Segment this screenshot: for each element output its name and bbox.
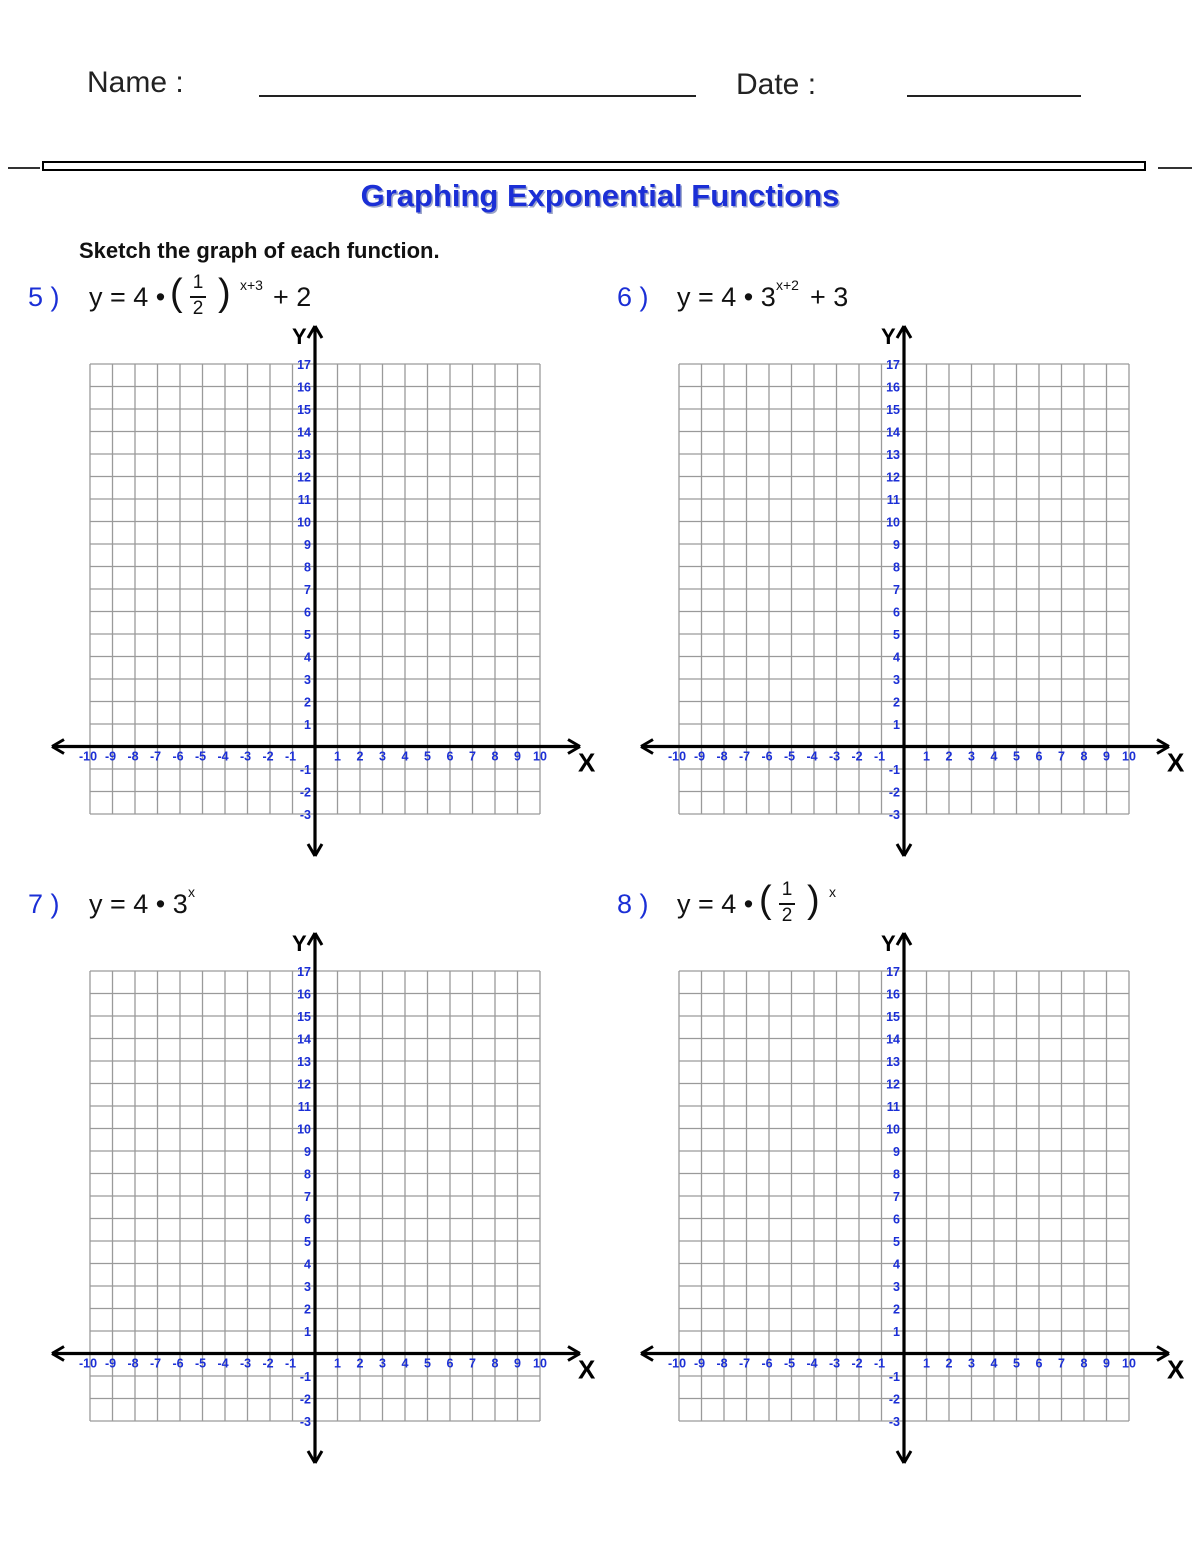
y-tick-label: 5 <box>304 628 311 642</box>
x-tick-label: -6 <box>172 1356 184 1371</box>
x-tick-label: -9 <box>104 749 117 764</box>
y-tick-label: 8 <box>304 560 311 575</box>
y-tick-label: 3 <box>893 1280 900 1294</box>
x-tick-label: 3 <box>968 749 975 764</box>
y-tick-label: 9 <box>893 1145 900 1159</box>
x-tick-label: -3 <box>239 1356 252 1371</box>
y-tick-label: 8 <box>893 1167 900 1182</box>
y-tick-label: 16 <box>297 987 311 1002</box>
x-tick-label: 4 <box>990 749 998 764</box>
x-tick-label: -1 <box>284 1356 297 1371</box>
x-tick-label: -10 <box>667 749 687 764</box>
y-tick-label: -3 <box>299 808 311 822</box>
y-tick-label: 8 <box>893 560 900 575</box>
problem-number: 8 ) <box>617 889 649 919</box>
y-tick-label: 4 <box>893 650 900 665</box>
y-tick-label: 13 <box>886 1055 900 1069</box>
x-tick-label: 6 <box>1035 1356 1043 1371</box>
equation-suffix: + 2 <box>273 282 312 312</box>
y-tick-label: -2 <box>888 785 900 800</box>
instructions: Sketch the graph of each function. <box>79 238 440 263</box>
x-tick-label: -8 <box>716 1356 728 1371</box>
y-tick-label: 11 <box>297 1100 311 1114</box>
x-tick-label: -5 <box>783 749 796 764</box>
x-tick-label: 7 <box>1058 749 1065 764</box>
x-tick-label: -3 <box>239 749 252 764</box>
open-paren: ( <box>759 879 772 921</box>
y-tick-label: 10 <box>297 515 311 530</box>
x-tick-label: 10 <box>1122 749 1136 764</box>
y-tick-label: 4 <box>893 1257 900 1272</box>
x-tick-label: -6 <box>761 1356 773 1371</box>
y-tick-label: -3 <box>888 1415 900 1429</box>
y-tick-label: 12 <box>886 470 900 485</box>
y-tick-label: 12 <box>297 1077 311 1092</box>
x-tick-label: -10 <box>78 1356 98 1371</box>
equation-prefix: y = 4 • 3 <box>677 282 776 312</box>
x-tick-label: -2 <box>851 749 863 764</box>
y-tick-label: 10 <box>886 515 900 530</box>
y-tick-label: 9 <box>304 538 311 552</box>
equation-prefix: y = 4 • 3 <box>89 889 188 919</box>
y-tick-label: 13 <box>297 448 311 462</box>
x-tick-label: 2 <box>356 1356 364 1371</box>
x-tick-label: -8 <box>127 749 139 764</box>
worksheet-title: Graphing Exponential Functions <box>360 178 840 213</box>
x-tick-label: 9 <box>514 749 521 764</box>
x-tick-label: 2 <box>945 749 953 764</box>
y-tick-label: 5 <box>893 628 900 642</box>
y-tick-label: 2 <box>304 695 311 710</box>
x-tick-label: 4 <box>990 1356 998 1371</box>
y-tick-label: 13 <box>297 1055 311 1069</box>
y-tick-label: 2 <box>893 1302 900 1317</box>
close-paren: ) <box>218 272 231 314</box>
x-tick-label: 2 <box>945 1356 953 1371</box>
x-tick-label: -7 <box>149 1356 162 1371</box>
x-tick-label: 6 <box>446 749 454 764</box>
x-tick-label: 6 <box>446 1356 454 1371</box>
y-tick-label: 6 <box>304 605 311 620</box>
y-tick-label: 16 <box>886 380 900 395</box>
x-tick-label: -3 <box>828 749 841 764</box>
y-tick-label: 8 <box>304 1167 311 1182</box>
x-tick-label: 3 <box>968 1356 975 1371</box>
y-tick-label: 15 <box>886 1010 900 1024</box>
x-tick-label: -5 <box>783 1356 796 1371</box>
y-tick-label: 6 <box>893 1212 900 1227</box>
y-tick-label: 7 <box>304 1190 311 1204</box>
x-tick-label: 3 <box>379 1356 386 1371</box>
y-tick-label: 9 <box>304 1145 311 1159</box>
y-tick-label: 10 <box>886 1122 900 1137</box>
name-label: Name : <box>87 66 184 99</box>
y-tick-label: -1 <box>888 1370 900 1384</box>
y-tick-label: 14 <box>297 1032 311 1047</box>
y-tick-label: 14 <box>886 425 900 440</box>
problem-number: 6 ) <box>617 282 649 312</box>
x-tick-label: -2 <box>262 1356 274 1371</box>
y-tick-label: 7 <box>304 583 311 597</box>
x-tick-label: -6 <box>761 749 773 764</box>
fraction-denominator: 2 <box>781 905 793 926</box>
x-tick-label: -6 <box>172 749 184 764</box>
x-tick-label: -1 <box>873 749 886 764</box>
y-tick-label: 11 <box>886 1100 900 1114</box>
y-tick-label: 7 <box>893 1190 900 1204</box>
x-tick-label: 5 <box>1013 1356 1020 1371</box>
y-tick-label: 6 <box>304 1212 311 1227</box>
x-tick-label: 9 <box>1103 1356 1110 1371</box>
x-tick-label: -4 <box>806 1356 818 1371</box>
x-axis-label: X <box>1167 1354 1185 1385</box>
equation-suffix: + 3 <box>810 282 849 312</box>
y-tick-label: 16 <box>297 380 311 395</box>
y-tick-label: 11 <box>297 493 311 507</box>
x-tick-label: 1 <box>334 749 341 764</box>
y-tick-label: -1 <box>888 763 900 777</box>
x-tick-label: 8 <box>491 1356 499 1371</box>
x-tick-label: 10 <box>1122 1356 1136 1371</box>
y-tick-label: 12 <box>297 470 311 485</box>
y-tick-label: 2 <box>304 1302 311 1317</box>
y-tick-label: 17 <box>297 965 311 979</box>
y-tick-label: 15 <box>297 403 311 417</box>
y-tick-label: 4 <box>304 650 311 665</box>
y-tick-label: 7 <box>893 583 900 597</box>
y-tick-label: 1 <box>893 718 900 732</box>
x-tick-label: -8 <box>716 749 728 764</box>
x-tick-label: -1 <box>284 749 297 764</box>
x-tick-label: 4 <box>401 749 409 764</box>
fraction-denominator: 2 <box>192 298 204 319</box>
x-tick-label: 7 <box>1058 1356 1065 1371</box>
coordinate-grid-8[interactable] <box>641 931 1185 1463</box>
x-tick-label: -10 <box>667 1356 687 1371</box>
x-tick-label: -4 <box>217 749 229 764</box>
y-tick-label: -2 <box>299 1392 311 1407</box>
x-tick-label: 1 <box>923 1356 930 1371</box>
x-tick-label: -4 <box>806 749 818 764</box>
x-tick-label: 8 <box>1080 749 1088 764</box>
y-tick-label: 13 <box>886 448 900 462</box>
x-tick-label: -2 <box>262 749 274 764</box>
x-tick-label: -5 <box>194 1356 207 1371</box>
y-tick-label: 1 <box>304 1325 311 1339</box>
y-tick-label: -3 <box>299 1415 311 1429</box>
fraction-numerator: 1 <box>192 272 204 293</box>
x-tick-label: 7 <box>469 1356 476 1371</box>
y-tick-label: 16 <box>886 987 900 1002</box>
x-tick-label: -4 <box>217 1356 229 1371</box>
x-tick-label: 9 <box>1103 749 1110 764</box>
y-tick-label: 3 <box>304 1280 311 1294</box>
y-tick-label: -1 <box>299 763 311 777</box>
date-label: Date : <box>736 68 817 101</box>
problem-number: 5 ) <box>28 282 60 312</box>
y-tick-label: -1 <box>299 1370 311 1384</box>
x-axis-label: X <box>1167 747 1185 778</box>
x-tick-label: -5 <box>194 749 207 764</box>
y-tick-label: 17 <box>886 358 900 372</box>
y-tick-label: 14 <box>886 1032 900 1047</box>
x-tick-label: -7 <box>738 1356 751 1371</box>
x-tick-label: 6 <box>1035 749 1043 764</box>
y-tick-label: -2 <box>299 785 311 800</box>
x-tick-label: 1 <box>923 749 930 764</box>
equation-prefix: y = 4 • <box>677 889 754 919</box>
x-tick-label: 2 <box>356 749 364 764</box>
y-tick-label: 5 <box>304 1235 311 1249</box>
y-axis-label: Y <box>881 931 896 956</box>
x-tick-label: 9 <box>514 1356 521 1371</box>
x-axis-label: X <box>578 747 596 778</box>
y-tick-label: 3 <box>304 673 311 687</box>
x-tick-label: 5 <box>1013 749 1020 764</box>
equation-prefix: y = 4 • <box>89 282 166 312</box>
y-tick-label: 1 <box>893 1325 900 1339</box>
y-tick-label: 3 <box>893 673 900 687</box>
x-tick-label: -9 <box>693 749 706 764</box>
equation-exponent: x+3 <box>240 277 263 293</box>
y-tick-label: 17 <box>297 358 311 372</box>
x-tick-label: -2 <box>851 1356 863 1371</box>
y-tick-label: 15 <box>297 1010 311 1024</box>
y-tick-label: 11 <box>886 493 900 507</box>
close-paren: ) <box>807 879 820 921</box>
x-tick-label: 4 <box>401 1356 409 1371</box>
equation-exponent: x+2 <box>776 277 799 293</box>
x-tick-label: 1 <box>334 1356 341 1371</box>
x-tick-label: 10 <box>533 749 547 764</box>
x-axis-label: X <box>578 1354 596 1385</box>
coordinate-grid-5[interactable] <box>52 324 596 856</box>
equation-exponent: x <box>188 884 195 900</box>
problem-number: 7 ) <box>28 889 60 919</box>
x-tick-label: -8 <box>127 1356 139 1371</box>
y-axis-label: Y <box>881 324 896 349</box>
y-axis-label: Y <box>292 324 307 349</box>
x-tick-label: -7 <box>149 749 162 764</box>
x-tick-label: -7 <box>738 749 751 764</box>
fraction-numerator: 1 <box>781 879 793 900</box>
y-tick-label: 6 <box>893 605 900 620</box>
y-tick-label: 12 <box>886 1077 900 1092</box>
x-tick-label: 10 <box>533 1356 547 1371</box>
x-tick-label: 8 <box>1080 1356 1088 1371</box>
x-tick-label: 5 <box>424 1356 431 1371</box>
y-tick-label: 1 <box>304 718 311 732</box>
y-tick-label: -2 <box>888 1392 900 1407</box>
x-tick-label: -9 <box>693 1356 706 1371</box>
y-tick-label: 2 <box>893 695 900 710</box>
x-tick-label: 7 <box>469 749 476 764</box>
y-tick-label: 17 <box>886 965 900 979</box>
y-tick-label: -3 <box>888 808 900 822</box>
y-tick-label: 5 <box>893 1235 900 1249</box>
y-tick-label: 10 <box>297 1122 311 1137</box>
x-tick-label: -3 <box>828 1356 841 1371</box>
x-tick-label: 5 <box>424 749 431 764</box>
x-tick-label: -10 <box>78 749 98 764</box>
equation-exponent: x <box>829 884 836 900</box>
x-tick-label: 3 <box>379 749 386 764</box>
x-tick-label: -9 <box>104 1356 117 1371</box>
x-tick-label: -1 <box>873 1356 886 1371</box>
y-tick-label: 14 <box>297 425 311 440</box>
coordinate-grid-6[interactable] <box>641 324 1185 856</box>
x-tick-label: 8 <box>491 749 499 764</box>
y-axis-label: Y <box>292 931 307 956</box>
y-tick-label: 4 <box>304 1257 311 1272</box>
y-tick-label: 15 <box>886 403 900 417</box>
y-tick-label: 9 <box>893 538 900 552</box>
coordinate-grid-7[interactable] <box>52 931 596 1463</box>
open-paren: ( <box>170 272 183 314</box>
